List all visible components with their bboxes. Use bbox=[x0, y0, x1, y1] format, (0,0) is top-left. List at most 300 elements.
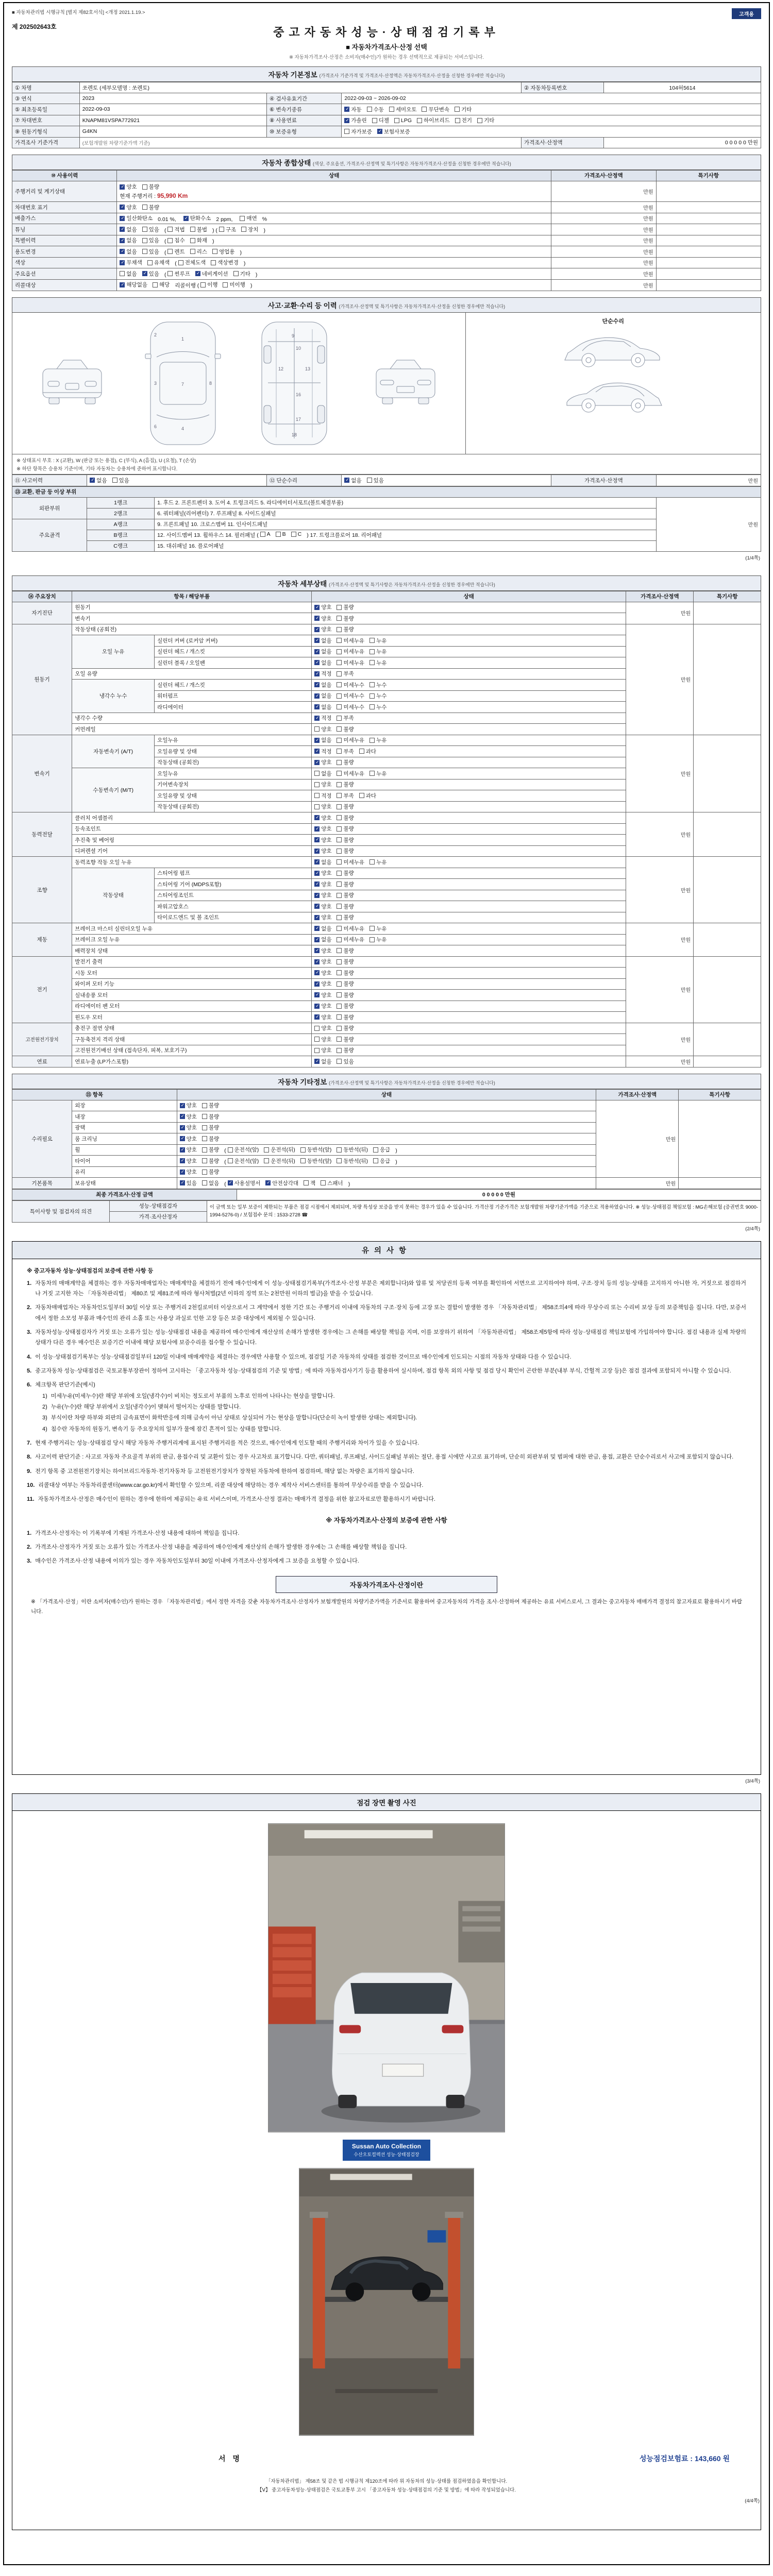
checkbox-적법[interactable]: 적법 bbox=[167, 226, 184, 233]
checkbox-미세누수[interactable]: 미세누수 bbox=[337, 692, 364, 700]
price-estimation-define-box: 자동차가격조사·산정이란 bbox=[276, 1576, 497, 1593]
checkbox-미세누수[interactable]: 미세누수 bbox=[337, 703, 364, 711]
checkbox-누수[interactable]: 누수 bbox=[369, 703, 386, 711]
checkbox-미세누수[interactable]: 미세누수 bbox=[337, 681, 364, 689]
cell bbox=[312, 790, 626, 802]
cell: 특기사항 bbox=[679, 1089, 761, 1100]
checkbox-해당없음[interactable]: ✓ 해당없음 bbox=[120, 281, 147, 289]
cell: B랭크 bbox=[87, 530, 155, 540]
cell: 작동상태 (공회전) bbox=[155, 757, 312, 768]
checkbox-미세누유[interactable]: 미세누유 bbox=[337, 736, 364, 744]
checkbox-있음[interactable]: 있음 bbox=[337, 1058, 354, 1065]
svg-text:4: 4 bbox=[181, 426, 184, 431]
checkbox-무단변속[interactable]: 무단변속 bbox=[422, 106, 449, 113]
checkbox-과다[interactable]: 과다 bbox=[359, 792, 376, 800]
checkbox-양호[interactable]: ✓ 양호 bbox=[180, 1168, 197, 1176]
checkbox-양호[interactable]: ✓ 양호 bbox=[314, 758, 331, 766]
cell: 만원 bbox=[551, 213, 656, 224]
cell: 1랭크 bbox=[87, 497, 155, 508]
checkbox-불량[interactable]: 불량 bbox=[337, 869, 354, 877]
checkbox-A[interactable]: A bbox=[260, 531, 271, 537]
checkbox-안전삼각대[interactable]: ✓ 안전삼각대 bbox=[265, 1179, 298, 1187]
checkbox-있음[interactable]: 있음 bbox=[112, 477, 129, 484]
cell: 주요골격 bbox=[12, 519, 87, 551]
cell: 특별이력 bbox=[12, 235, 117, 246]
checkbox-양호[interactable]: ✓ 양호 bbox=[314, 615, 331, 622]
cell: 윈도우 모터 bbox=[72, 1012, 312, 1023]
checkbox-양호[interactable]: ✓ 양호 bbox=[180, 1124, 197, 1131]
notice-subitem: 3) 부식이란 차량 하부와 외판의 금속표면이 화학반응에 의해 금속이 아닌 상태로 상실되어 가는 현상을 말합니다(단순히 녹이 발생한 상태는 제외합니다). bbox=[42, 1415, 417, 1421]
checkbox-미이행[interactable]: 미이행 bbox=[223, 281, 245, 289]
inspection-photo-1 bbox=[268, 1823, 505, 2132]
checkbox-불량[interactable]: 불량 bbox=[337, 1013, 354, 1021]
checkbox-양호[interactable]: ✓ 양호 bbox=[314, 1013, 331, 1021]
checkbox-전체도색[interactable]: 전체도색 bbox=[178, 259, 206, 266]
checkbox-불량[interactable]: 불량 bbox=[337, 847, 354, 855]
cell: 15. 대쉬패널 16. 플로어패널 bbox=[155, 540, 657, 551]
checkbox-적정[interactable]: ✓ 적정 bbox=[314, 670, 331, 677]
checkbox-기타[interactable]: 기타 bbox=[455, 106, 472, 113]
page-title: 중고자동차성능·상태점검기록부 bbox=[273, 26, 500, 39]
cell bbox=[312, 1034, 626, 1045]
cell bbox=[694, 735, 761, 812]
cell: 만원 bbox=[626, 1023, 694, 1056]
checkbox-없음[interactable]: ✓ 없음 bbox=[314, 692, 331, 700]
checkbox-양호[interactable]: ✓ 양호 bbox=[120, 204, 137, 211]
checkbox-없음[interactable]: ✓ 없음 bbox=[314, 637, 331, 645]
cell: 만원 bbox=[551, 279, 656, 291]
cell bbox=[312, 1045, 626, 1056]
checkbox-불량[interactable]: 불량 bbox=[337, 836, 354, 844]
checkbox-양호[interactable]: 양호 bbox=[314, 1046, 331, 1054]
cell: 변속기 bbox=[72, 613, 312, 624]
cell: ⑦ 차대번호 bbox=[12, 115, 80, 126]
checkbox-있음[interactable]: 있음 bbox=[142, 236, 159, 244]
cell: 2랭크 bbox=[87, 508, 155, 519]
cell: 기본품목 bbox=[12, 1178, 72, 1189]
cell bbox=[694, 624, 761, 735]
cell: 상태 bbox=[117, 170, 551, 181]
checkbox-미세누유[interactable]: 미세누유 bbox=[337, 936, 364, 943]
checkbox-부족[interactable]: 부족 bbox=[337, 748, 354, 755]
checkbox-양호[interactable]: ✓ 양호 bbox=[180, 1113, 197, 1121]
cell: 주행거리 및 계기상태 bbox=[12, 181, 117, 202]
checkbox-있음[interactable]: ✓ 있음 bbox=[180, 1179, 197, 1187]
checkbox-C[interactable]: C bbox=[291, 531, 302, 537]
checkbox-없음[interactable]: ✓ 없음 bbox=[120, 236, 137, 244]
checkbox-영업용[interactable]: 영업용 bbox=[212, 248, 234, 256]
checkbox-미세누유[interactable]: 미세누유 bbox=[337, 637, 364, 645]
checkbox-불량[interactable]: 불량 bbox=[202, 1135, 219, 1143]
cell: 만원 bbox=[626, 812, 694, 857]
cell bbox=[312, 1012, 626, 1023]
checkbox-운전석(뒤)[interactable]: 운전석(뒤) bbox=[264, 1146, 295, 1154]
svg-text:17: 17 bbox=[296, 417, 301, 422]
checkbox-누수[interactable]: 누수 bbox=[369, 692, 386, 700]
checkbox-없음[interactable]: 없음 bbox=[120, 270, 137, 278]
checkbox-미세누유[interactable]: 미세누유 bbox=[337, 770, 364, 777]
checkbox-불량[interactable]: 불량 bbox=[202, 1101, 219, 1109]
cell bbox=[312, 812, 626, 824]
cell: ✓ 해당없음 해당 리콜이행 ( 이행 미이행 ) bbox=[117, 279, 551, 291]
checkbox-불량[interactable]: 불량 bbox=[337, 625, 354, 633]
cell bbox=[312, 1001, 626, 1012]
checkbox-썬루프[interactable]: 썬루프 bbox=[167, 270, 190, 278]
car-top-view-diagram bbox=[144, 319, 222, 448]
checkbox-양호[interactable]: ✓ 양호 bbox=[314, 891, 331, 899]
checkbox-기타[interactable]: 기타 bbox=[233, 270, 250, 278]
checkbox-불량[interactable]: 불량 bbox=[337, 803, 354, 810]
svg-text:2: 2 bbox=[154, 332, 157, 337]
cell: 오일누유 bbox=[155, 735, 312, 746]
cell bbox=[656, 202, 761, 213]
cell: 외장 bbox=[72, 1100, 177, 1111]
checkbox-불량[interactable]: 불량 bbox=[337, 1024, 354, 1032]
cell bbox=[312, 901, 626, 912]
checkbox-미세누유[interactable]: 미세누유 bbox=[337, 648, 364, 655]
car-diagram-panel bbox=[12, 313, 761, 454]
checkbox-누유[interactable]: 누유 bbox=[369, 648, 386, 655]
checkbox-양호[interactable]: ✓ 양호 bbox=[314, 1002, 331, 1010]
checkbox-불량[interactable]: 불량 bbox=[337, 725, 354, 733]
checkbox-유채색[interactable]: 유채색 bbox=[147, 259, 170, 266]
cell bbox=[312, 657, 626, 669]
checkbox-양호[interactable]: ✓ 양호 bbox=[314, 814, 331, 822]
checkbox-불량[interactable]: 불량 bbox=[142, 204, 159, 211]
checkbox-불량[interactable]: 불량 bbox=[337, 1002, 354, 1010]
cell: 만원 bbox=[551, 181, 656, 202]
checkbox-양호[interactable]: ✓ 양호 bbox=[314, 903, 331, 910]
checkbox-이행[interactable]: 이행 bbox=[200, 281, 217, 289]
checkbox-양호[interactable]: 양호 bbox=[314, 1024, 331, 1032]
cell bbox=[312, 713, 626, 724]
checkbox-장치[interactable]: 장치 bbox=[241, 226, 258, 233]
cell: 제동 bbox=[12, 923, 72, 957]
cell: ✓ 없음 있음 ( 침수 화재 ) bbox=[117, 235, 551, 246]
cell: 만원 bbox=[626, 923, 694, 957]
checkbox-양호[interactable]: ✓ 양호 bbox=[314, 991, 331, 999]
checkbox-불량[interactable]: 불량 bbox=[202, 1124, 219, 1131]
checkbox-누유[interactable]: 누유 bbox=[369, 736, 386, 744]
cell: 만원 bbox=[656, 497, 761, 551]
cell: 연료누출 (LP가스포함) bbox=[72, 1056, 312, 1067]
checkbox-양호[interactable]: ✓ 양호 bbox=[314, 847, 331, 855]
cell: ✓ 있음 없음 ( ✓ 사용설명서 ✓ 안전삼각대 잭 스패너 ) bbox=[177, 1178, 596, 1189]
cell: 실린더 헤드 / 개스킷 bbox=[155, 646, 312, 657]
cell: 오일 누유 bbox=[72, 635, 155, 669]
cell bbox=[679, 1100, 761, 1178]
checkbox-불량[interactable]: 불량 bbox=[337, 958, 354, 965]
cell: 특기사항 bbox=[694, 591, 761, 602]
checkbox-양호[interactable]: ✓ 양호 bbox=[314, 869, 331, 877]
cell: 가격조사 기준가격 bbox=[12, 137, 80, 148]
checkbox-부족[interactable]: 부족 bbox=[337, 670, 354, 677]
cell: ⑩ 사용이력 bbox=[12, 170, 117, 181]
cell bbox=[117, 202, 551, 213]
checkbox-불량[interactable]: 불량 bbox=[337, 903, 354, 910]
checkbox-양호[interactable]: ✓ 양호 bbox=[120, 183, 137, 191]
svg-text:18: 18 bbox=[292, 432, 297, 437]
checkbox-침수[interactable]: 침수 bbox=[167, 236, 184, 244]
checkbox-가솔린[interactable]: ✓ 가솔린 bbox=[344, 116, 366, 124]
checkbox-양호[interactable]: 양호 bbox=[314, 1036, 331, 1043]
checkbox-불량[interactable]: 불량 bbox=[202, 1168, 219, 1176]
car-diagram-main bbox=[12, 313, 465, 454]
checkbox-없음[interactable]: ✓ 없음 bbox=[120, 248, 137, 256]
basic-info-table bbox=[12, 82, 761, 148]
checkbox-있음[interactable]: 있음 bbox=[142, 226, 159, 233]
checkbox-없음[interactable]: ✓ 없음 bbox=[120, 226, 137, 233]
checkbox-스패너[interactable]: 스패너 bbox=[321, 1179, 343, 1187]
checkbox-불량[interactable]: 불량 bbox=[337, 825, 354, 833]
checkbox-불량[interactable]: 불량 bbox=[337, 1046, 354, 1054]
checkbox-동반석(앞)[interactable]: 동반석(앞) bbox=[300, 1157, 332, 1165]
document-sheet bbox=[3, 2, 770, 2565]
svg-text:12: 12 bbox=[278, 366, 284, 371]
car-rear-view-diagram bbox=[367, 357, 444, 411]
cell: 추진축 및 베어링 bbox=[72, 835, 312, 846]
checkbox-매연[interactable]: 매연 bbox=[240, 214, 257, 222]
checkbox-불량[interactable]: 불량 bbox=[337, 991, 354, 999]
checkbox-없음[interactable]: ✓ 없음 bbox=[314, 736, 331, 744]
checkbox-해당[interactable]: 해당 bbox=[153, 281, 170, 289]
checkbox-디젤[interactable]: 디젤 bbox=[372, 116, 389, 124]
checkbox-렌트[interactable]: 렌트 bbox=[167, 248, 184, 256]
cell bbox=[312, 912, 626, 923]
checkbox-없음[interactable]: ✓ 없음 bbox=[314, 703, 331, 711]
checkbox-운전석(앞)[interactable]: 운전석(앞) bbox=[228, 1157, 259, 1165]
checkbox-사용설명서[interactable]: ✓ 사용설명서 bbox=[228, 1179, 261, 1187]
checkbox-불량[interactable]: 불량 bbox=[337, 758, 354, 766]
checkbox-기타[interactable]: 기타 bbox=[477, 116, 494, 124]
checkbox-응급[interactable]: 응급 bbox=[373, 1146, 390, 1154]
cell: 만원 bbox=[626, 857, 694, 923]
checkbox-양호[interactable]: ✓ 양호 bbox=[314, 825, 331, 833]
checkbox-동반석(뒤)[interactable]: 동반석(뒤) bbox=[337, 1157, 368, 1165]
checkbox-불량[interactable]: 불량 bbox=[337, 913, 354, 921]
cell: ⑧ 사용연료 bbox=[267, 115, 342, 126]
notice-item: 9. 전기 항목 중 고전원전기장치는 하이브리드자동차·전기자동차 등 고전원전기장치가 장착된 자동차에 한하여 점검하며, 해당 없는 차량은 표기하지 않습니다. bbox=[27, 1468, 414, 1475]
section-accident-history: 사고·교환·수리 등 이력 (가격조사·산정액 및 특기사항은 자동차가격조사·산정을 신청한 경우에만 적습니다) bbox=[12, 297, 761, 313]
checkbox-불법[interactable]: 불법 bbox=[190, 226, 207, 233]
cell bbox=[312, 1056, 626, 1067]
checkbox-양호[interactable]: ✓ 양호 bbox=[314, 625, 331, 633]
checkbox-네비게이션[interactable]: ✓ 네비게이션 bbox=[195, 270, 228, 278]
cell: 만원 bbox=[626, 624, 694, 735]
checkbox-누수[interactable]: 누수 bbox=[369, 681, 386, 689]
footer-line-1: 「자동차관리법」 제58조 및 같은 법 시행규칙 제120조에 따라 위 자동차의 성능·상태를 점검하였음을 확인합니다. bbox=[265, 2478, 508, 2484]
cell: 타이어 bbox=[72, 1156, 177, 1167]
cell: 자기진단 bbox=[12, 602, 72, 624]
checkbox-전기[interactable]: 전기 bbox=[455, 116, 472, 124]
checkbox-세미오토[interactable]: 세미오토 bbox=[389, 106, 417, 113]
checkbox-동반석(뒤)[interactable]: 동반석(뒤) bbox=[337, 1146, 368, 1154]
cell bbox=[177, 1100, 596, 1111]
checkbox-없음[interactable]: ✓ 없음 bbox=[314, 681, 331, 689]
checkbox-운전석(뒤)[interactable]: 운전석(뒤) bbox=[264, 1157, 295, 1165]
checkbox-불량[interactable]: 불량 bbox=[337, 814, 354, 822]
svg-text:16: 16 bbox=[296, 392, 301, 397]
checkbox-불량[interactable]: 불량 bbox=[202, 1113, 219, 1121]
checkbox-양호[interactable]: ✓ 양호 bbox=[314, 980, 331, 988]
checkbox-양호[interactable]: ✓ 양호 bbox=[314, 969, 331, 977]
checkbox-누유[interactable]: 누유 bbox=[369, 936, 386, 943]
cell: 만원 bbox=[626, 735, 694, 812]
checkbox-없음[interactable]: ✓ 없음 bbox=[90, 477, 107, 484]
checkbox-양호[interactable]: ✓ 양호 bbox=[314, 880, 331, 888]
checkbox-부족[interactable]: 부족 bbox=[337, 714, 354, 722]
checkbox-없음[interactable]: 없음 bbox=[314, 770, 331, 777]
checkbox-없음[interactable]: ✓ 없음 bbox=[314, 858, 331, 866]
checkbox-수동[interactable]: 수동 bbox=[367, 106, 384, 113]
checkbox-불량[interactable]: 불량 bbox=[337, 891, 354, 899]
cell bbox=[312, 835, 626, 846]
checkbox-불량[interactable]: 불량 bbox=[142, 183, 159, 191]
svg-text:10: 10 bbox=[296, 346, 301, 351]
checkbox-자동[interactable]: ✓ 자동 bbox=[344, 106, 361, 113]
checkbox-LPG[interactable]: LPG bbox=[394, 117, 412, 124]
checkbox-없음[interactable]: 없음 bbox=[202, 1179, 219, 1187]
checkbox-B[interactable]: B bbox=[276, 531, 286, 537]
cell: 1. 후드 2. 프론트펜더 3. 도어 4. 트렁크리드 5. 라디에이터서포트(볼트체결부품) bbox=[155, 497, 657, 508]
checkbox-부족[interactable]: 부족 bbox=[337, 792, 354, 800]
checkbox-누유[interactable]: 누유 bbox=[369, 925, 386, 933]
checkbox-잭[interactable]: 잭 bbox=[304, 1179, 315, 1187]
checkbox-없음[interactable]: ✓ 없음 bbox=[314, 1058, 331, 1065]
checkbox-운전석(앞)[interactable]: 운전석(앞) bbox=[228, 1146, 259, 1154]
checkbox-양호[interactable]: 양호 bbox=[314, 781, 331, 788]
insurance-premium: 성능점검보험료 : 143,660 원 bbox=[639, 2454, 730, 2463]
checkbox-리스[interactable]: 리스 bbox=[190, 248, 207, 256]
cell: 디퍼렌셜 기어 bbox=[72, 845, 312, 857]
checkbox-미세누유[interactable]: 미세누유 bbox=[337, 925, 364, 933]
checkbox-있음[interactable]: 있음 bbox=[367, 477, 384, 484]
checkbox-양호[interactable]: ✓ 양호 bbox=[314, 913, 331, 921]
checkbox-없음[interactable]: ✓ 없음 bbox=[344, 477, 361, 484]
checkbox-응급[interactable]: 응급 bbox=[373, 1157, 390, 1165]
checkbox-누유[interactable]: 누유 bbox=[369, 637, 386, 645]
notice-item: 1. 자동차의 매매계약을 체결하는 경우 자동차매매업자는 매매계약을 체결하기 전에 매수인에게 이 성능·상태점검기록부(가격조사·산정 부분은 제외합니다)와 압류 및 저당권의 등록 여부를 확인하여 서면으로 고지하여야 하며, 구조·장치 등의 성능·상태를 고지하지 아니한 자, 거짓으로 점검하거나 거짓 고지한 자는 「자동차관리법」 제80조 및 제81조에 따라 형사처벌(2년 이하의 징역 또는 2천만원 이하의 벌금)을 받을 수 있습니다. bbox=[27, 1280, 746, 1297]
cell bbox=[312, 746, 626, 757]
cell: C랭크 bbox=[87, 540, 155, 551]
checkbox-없음[interactable]: ✓ 없음 bbox=[314, 648, 331, 655]
checkbox-색상변경[interactable]: 색상변경 bbox=[211, 259, 239, 266]
cell: 작동상태 (공회전) bbox=[155, 801, 312, 812]
checkbox-일산화탄소[interactable]: ✓ 일산화탄소 bbox=[120, 214, 153, 222]
plate-number-value: 104허5614 bbox=[603, 82, 761, 93]
checkbox-있음[interactable]: ✓ 있음 bbox=[142, 270, 159, 278]
cell: 보유상태 bbox=[72, 1178, 177, 1189]
notice-items bbox=[27, 1278, 746, 1505]
checkbox-불량[interactable]: 불량 bbox=[337, 969, 354, 977]
cell bbox=[312, 735, 626, 746]
cell bbox=[312, 624, 626, 635]
checkbox-양호[interactable]: 양호 bbox=[314, 725, 331, 733]
cell: 항목 / 해당부품 bbox=[72, 591, 312, 602]
checkbox-불량[interactable]: 불량 bbox=[202, 1146, 219, 1154]
footer-line-2: 【Ⅴ】 중고자동차성능·상태점검은 국토교통부 고시 「중고자동차 성능·상태점검의 기준 및 방법」에 따라 작성되었습니다. bbox=[257, 2487, 516, 2493]
cell bbox=[312, 845, 626, 857]
checkbox-불량[interactable]: 불량 bbox=[202, 1157, 219, 1165]
checkbox-무채색[interactable]: ✓ 무채색 bbox=[120, 259, 142, 266]
checkbox-양호[interactable]: ✓ 양호 bbox=[314, 947, 331, 955]
cell: 만원 bbox=[656, 475, 761, 486]
cell: 상태 bbox=[312, 591, 626, 602]
checkbox-양호[interactable]: ✓ 양호 bbox=[180, 1157, 197, 1165]
notice-item: 6. 체크항목 판단기준(예시) bbox=[27, 1382, 95, 1388]
checkbox-하이브리드[interactable]: 하이브리드 bbox=[417, 116, 450, 124]
cell: 원동기 bbox=[12, 624, 72, 735]
checkbox-없음[interactable]: ✓ 없음 bbox=[314, 925, 331, 933]
checkbox-적정[interactable]: ✓ 적정 bbox=[314, 714, 331, 722]
checkbox-보험사보증[interactable]: ✓ 보험사보증 bbox=[377, 128, 410, 135]
checkbox-적정[interactable]: 적정 bbox=[314, 792, 331, 800]
checkbox-누유[interactable]: 누유 bbox=[369, 659, 386, 667]
checkbox-양호[interactable]: ✓ 양호 bbox=[180, 1101, 197, 1109]
checkbox-동반석(앞)[interactable]: 동반석(앞) bbox=[300, 1146, 332, 1154]
cell bbox=[312, 646, 626, 657]
checkbox-누유[interactable]: 누유 bbox=[369, 770, 386, 777]
car-side-view-left-diagram bbox=[562, 329, 665, 370]
cell bbox=[177, 1122, 596, 1133]
checkbox-불량[interactable]: 불량 bbox=[337, 980, 354, 988]
checkbox-과다[interactable]: 과다 bbox=[359, 748, 376, 755]
cell: 오일 유량 bbox=[72, 668, 312, 680]
cell bbox=[312, 990, 626, 1001]
cell: 유리 bbox=[72, 1166, 177, 1178]
checkbox-자가보증[interactable]: 자가보증 bbox=[344, 128, 372, 135]
checkbox-양호[interactable]: ✓ 양호 bbox=[180, 1146, 197, 1154]
cell: 가격조사·산정액 bbox=[626, 591, 694, 602]
checkbox-불량[interactable]: 불량 bbox=[337, 1036, 354, 1043]
cell: 12. 사이드멤버 13. 휠하우스 14. 필러패널 ( A B C ) 17. 트렁크플로어 18. 리어패널 bbox=[155, 530, 657, 540]
checkbox-불량[interactable]: 불량 bbox=[337, 781, 354, 788]
status-code-legend: ※ 상태표시 부호 : X (교환), W (판금 또는 용접), C (부식), A (흠집), U (요철), T (손상) ※ 하단 항목은 승용차 기준이며, 기타 자동차는 승용차에 준하여 표시합니다. bbox=[12, 454, 761, 474]
checkbox-불량[interactable]: 불량 bbox=[337, 603, 354, 611]
cell bbox=[312, 890, 626, 901]
checkbox-양호[interactable]: ✓ 양호 bbox=[314, 836, 331, 844]
checkbox-미세누유[interactable]: 미세누유 bbox=[337, 659, 364, 667]
notice-subitem: 1) 미세누유(미세누수)란 해당 부위에 오일(냉각수)이 비치는 정도로서 부품의 노후로 인하여 나타나는 현상을 말합니다. bbox=[42, 1393, 335, 1399]
checkbox-없음[interactable]: ✓ 없음 bbox=[314, 659, 331, 667]
cell: 만원 bbox=[551, 202, 656, 213]
checkbox-양호[interactable]: ✓ 양호 bbox=[314, 958, 331, 965]
checkbox-누유[interactable]: 누유 bbox=[369, 858, 386, 866]
cell: ⑤ 최초등록일 bbox=[12, 104, 80, 115]
inspection-photo-2 bbox=[299, 2168, 474, 2436]
checkbox-화재[interactable]: 화재 bbox=[190, 236, 207, 244]
notice-item: 3. 매수인은 가격조사·산정 내용에 이의가 있는 경우 자동차인도일부터 30일 이내에 가격조사·산정자에게 그 보증을 요청할 수 있습니다. bbox=[27, 1558, 359, 1565]
cell bbox=[312, 868, 626, 879]
checkbox-구조[interactable]: 구조 bbox=[219, 226, 236, 233]
checkbox-있음[interactable]: 있음 bbox=[142, 248, 159, 256]
checkbox-불량[interactable]: 불량 bbox=[337, 880, 354, 888]
checkbox-양호[interactable]: 양호 bbox=[314, 803, 331, 810]
checkbox-불량[interactable]: 불량 bbox=[337, 947, 354, 955]
checkbox-양호[interactable]: ✓ 양호 bbox=[180, 1135, 197, 1143]
checkbox-양호[interactable]: ✓ 양호 bbox=[314, 603, 331, 611]
cell: 만원 bbox=[626, 1056, 694, 1067]
checkbox-불량[interactable]: 불량 bbox=[337, 615, 354, 622]
checkbox-미세누유[interactable]: 미세누유 bbox=[337, 858, 364, 866]
checkbox-적정[interactable]: ✓ 적정 bbox=[314, 748, 331, 755]
cell: ⑥ 변속기종류 bbox=[267, 104, 342, 115]
checkbox-없음[interactable]: ✓ 없음 bbox=[314, 936, 331, 943]
panel-rank-table bbox=[12, 486, 761, 552]
cell: 충전구 절연 상태 bbox=[72, 1023, 312, 1034]
checkbox-탄화수소[interactable]: ✓ 탄화수소 bbox=[183, 214, 211, 222]
cell bbox=[177, 1111, 596, 1123]
